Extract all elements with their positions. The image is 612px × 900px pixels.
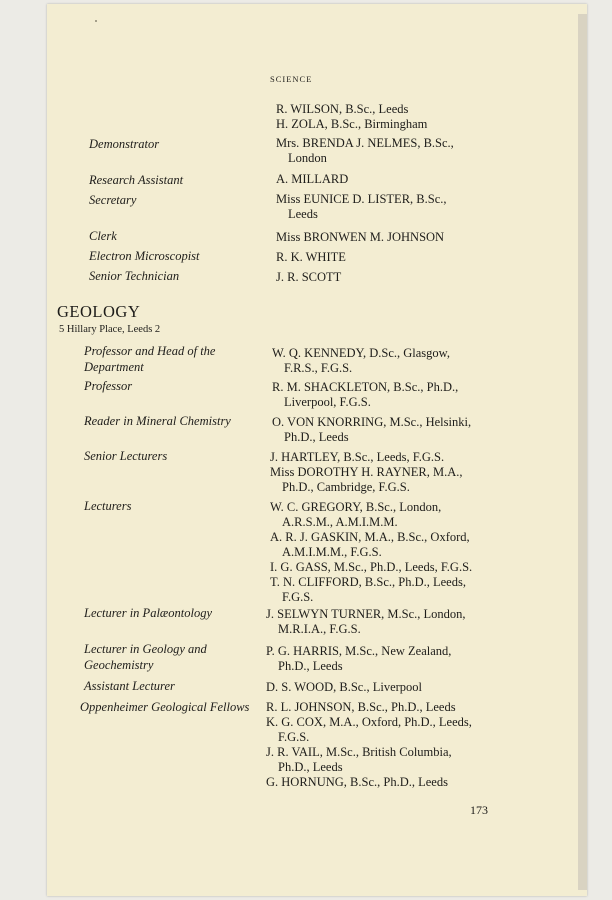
staff-name-line: Ph.D., Leeds <box>278 760 343 774</box>
staff-name-line: A.R.S.M., A.M.I.M.M. <box>282 515 398 529</box>
staff-names <box>272 415 512 445</box>
running-head: SCIENCE <box>270 74 313 84</box>
staff-name-line: Ph.D., Cambridge, F.G.S. <box>282 480 410 494</box>
role-label: Lecturer in Palæontology <box>84 606 212 620</box>
staff-name-line: G. HORNUNG, B.Sc., Ph.D., Leeds <box>266 775 448 789</box>
role-label: Oppenheimer Geological Fellows <box>80 700 250 714</box>
staff-names <box>266 700 506 790</box>
role-label: Professor and Head of the Department <box>84 344 216 374</box>
section-address: 5 Hillary Place, Leeds 2 <box>59 324 161 335</box>
staff-name-line: R. M. SHACKLETON, B.Sc., Ph.D., <box>272 380 459 394</box>
staff-names <box>276 172 516 187</box>
role-label: Senior Technician <box>89 269 180 283</box>
staff-name-line: Miss BRONWEN M. JOHNSON <box>276 230 445 244</box>
staff-name-line: J. R. SCOTT <box>276 270 342 284</box>
staff-names <box>276 136 516 166</box>
role-label: Reader in Mineral Chemistry <box>84 414 231 428</box>
staff-name-line: R. K. WHITE <box>276 250 346 264</box>
role-label: Clerk <box>89 229 117 243</box>
role-label: Secretary <box>89 193 137 207</box>
staff-name-line: D. S. WOOD, B.Sc., Liverpool <box>266 680 423 694</box>
staff-names <box>266 680 506 695</box>
role-label: Professor <box>84 379 133 393</box>
role-label: Lecturers <box>84 499 132 513</box>
staff-name-line: J. R. VAIL, M.Sc., British Columbia, <box>266 745 452 759</box>
role-label: Demonstrator <box>89 137 160 151</box>
staff-name-line: London <box>288 151 327 165</box>
staff-names <box>276 250 516 265</box>
page-edge <box>578 14 587 890</box>
staff-name-line: Mrs. BRENDA J. NELMES, B.Sc., <box>276 136 454 150</box>
staff-names <box>266 644 506 674</box>
staff-name-line: O. VON KNORRING, M.Sc., Helsinki, <box>272 415 472 429</box>
staff-names <box>276 270 516 285</box>
staff-name-line: W. C. GREGORY, B.Sc., London, <box>270 500 442 514</box>
staff-name-line: K. G. COX, M.A., Oxford, Ph.D., Leeds, <box>266 715 472 729</box>
page-number: 173 <box>470 803 488 817</box>
staff-names <box>276 102 516 132</box>
staff-names <box>266 607 506 637</box>
staff-name-line: R. L. JOHNSON, B.Sc., Ph.D., Leeds <box>266 700 456 714</box>
staff-name-line: J. SELWYN TURNER, M.Sc., London, <box>266 607 466 621</box>
staff-names <box>272 380 512 410</box>
staff-name-line: T. N. CLIFFORD, B.Sc., Ph.D., Leeds, <box>270 575 466 589</box>
staff-name-line: R. WILSON, B.Sc., Leeds <box>276 102 409 116</box>
role-label: Senior Lecturers <box>84 449 168 463</box>
staff-name-line: M.R.I.A., F.G.S. <box>278 622 361 636</box>
staff-name-line: Leeds <box>288 207 318 221</box>
paper-speck <box>95 20 97 22</box>
role-label: Assistant Lecturer <box>84 679 175 693</box>
staff-name-line: F.G.S. <box>278 730 310 744</box>
staff-name-line: Miss DOROTHY H. RAYNER, M.A., <box>270 465 463 479</box>
staff-name-line: Liverpool, F.G.S. <box>284 395 371 409</box>
staff-name-line: H. ZOLA, B.Sc., Birmingham <box>276 117 428 131</box>
staff-names <box>270 450 510 495</box>
staff-name-line: W. Q. KENNEDY, D.Sc., Glasgow, <box>272 346 451 360</box>
staff-name-line: I. G. GASS, M.Sc., Ph.D., Leeds, F.G.S. <box>270 560 473 574</box>
staff-names <box>276 230 516 245</box>
staff-name-line: F.R.S., F.G.S. <box>284 361 353 375</box>
staff-name-line: F.G.S. <box>282 590 314 604</box>
staff-names <box>276 192 516 222</box>
staff-names <box>272 346 512 376</box>
section-heading: GEOLOGY <box>57 302 141 321</box>
staff-name-line: A. R. J. GASKIN, M.A., B.Sc., Oxford, <box>270 530 470 544</box>
role-label: Electron Microscopist <box>89 249 200 263</box>
role-label: Lecturer in Geology and Geochemistry <box>84 642 207 672</box>
staff-name-line: Ph.D., Leeds <box>278 659 343 673</box>
staff-name-line: Ph.D., Leeds <box>284 430 349 444</box>
staff-name-line: A.M.I.M.M., F.G.S. <box>282 545 382 559</box>
staff-name-line: A. MILLARD <box>276 172 349 186</box>
staff-name-line: J. HARTLEY, B.Sc., Leeds, F.G.S. <box>270 450 445 464</box>
staff-name-line: P. G. HARRIS, M.Sc., New Zealand, <box>266 644 452 658</box>
staff-names <box>270 500 510 605</box>
role-label: Research Assistant <box>89 173 184 187</box>
staff-name-line: Miss EUNICE D. LISTER, B.Sc., <box>276 192 447 206</box>
